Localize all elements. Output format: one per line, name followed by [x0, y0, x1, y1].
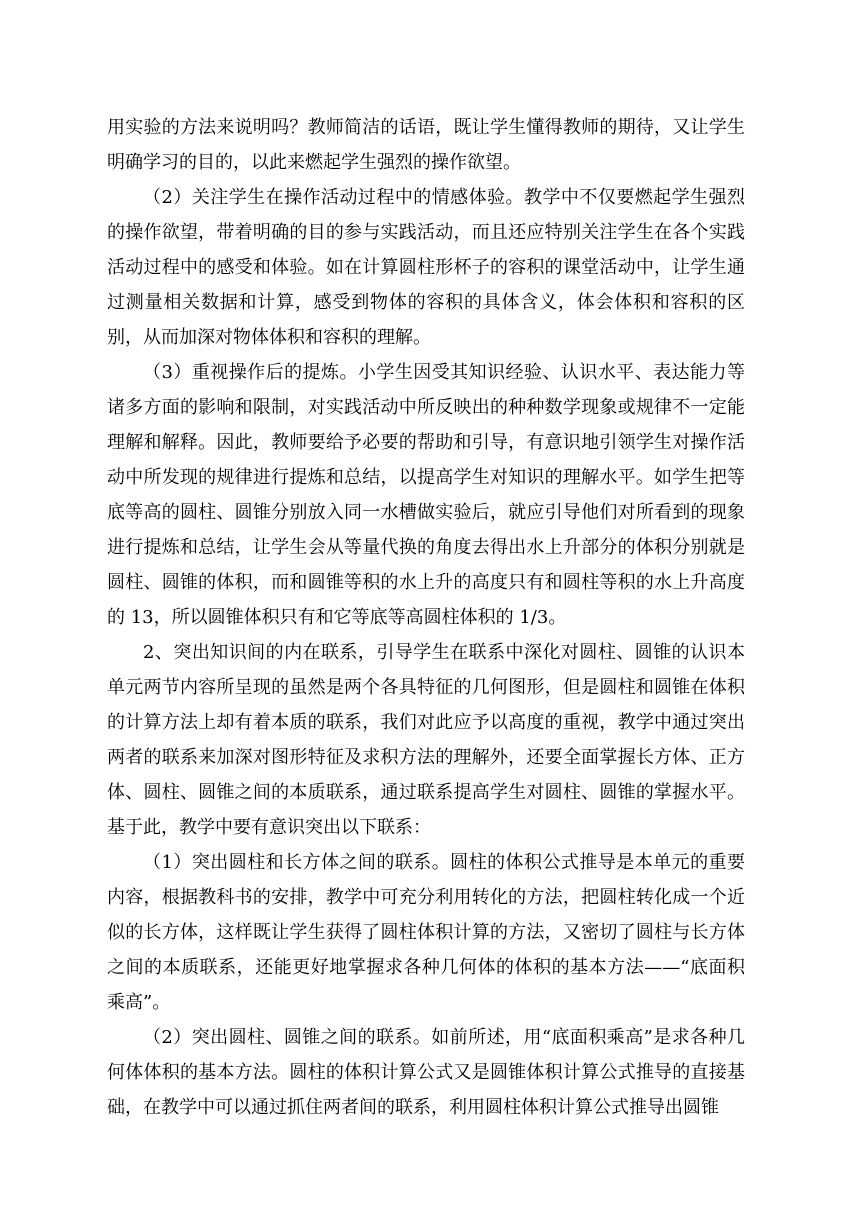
paragraph: （3）重视操作后的提炼。小学生因受其知识经验、认识水平、表达能力等诸多方面的影响和限制，对实践活动中所反映出的种种数学现象或规律不一定能理解和解释。因此，教师要给予必要的帮助和引导，有意识地引领学生对操作活动中所发现的规律进行提炼和总结，以提高学生对知识的理解水平。如学生把等底等高的圆柱、圆锥分别放入同一水槽做实验后，就应引导他们对所看到的现象进行提炼和总结，让学生会从等量代换的角度去得出水上升部分的体积分别就是圆柱、圆锥的体积，而和圆锥等积的水上升的高度只有和圆柱等积的水上升高度的 13，所以圆锥体积只有和它等底等高圆柱体积的 1/3。 — [107, 362, 745, 628]
paragraph: 2、突出知识间的内在联系，引导学生在联系中深化对圆柱、圆锥的认识本单元两节内容所呈现的虽然是两个各具特征的几何图形，但是圆柱和圆锥在体积的计算方法上却有着本质的联系，我们对此应予以高度的重视，教学中通过突出两者的联系来加深对图形特征及求积方法的理解外，还要全面掌握长方体、正方体、圆柱、圆锥之间的本质联系，通过联系提高学生对圆柱、圆锥的掌握水平。基于此，教学中要有意识突出以下联系： — [107, 642, 745, 838]
paragraph: （2）关注学生在操作活动过程中的情感体验。教学中不仅要燃起学生强烈的操作欲望，带着明确的目的参与实践活动，而且还应特别关注学生在各个实践活动过程中的感受和体验。如在计算圆柱形杯子的容积的课堂活动中，让学生通过测量相关数据和计算，感受到物体的容积的具体含义，体会体积和容积的区别，从而加深对物体体积和容积的理解。 — [107, 187, 745, 348]
paragraph: （1）突出圆柱和长方体之间的联系。圆柱的体积公式推导是本单元的重要内容，根据教科书的安排，教学中可充分利用转化的方法，把圆柱转化成一个近似的长方体，这样既让学生获得了圆柱体积计算的方法，又密切了圆柱与长方体之间的本质联系，还能更好地掌握求各种几何体的体积的基本方法——“底面积乘高”。 — [107, 852, 745, 1013]
paragraph: （2）突出圆柱、圆锥之间的联系。如前所述，用“底面积乘高”是求各种几何体体积的基本方法。圆柱的体积计算公式又是圆锥体积计算公式推导的直接基础，在教学中可以通过抓住两者间的联系，利用圆柱体积计算公式推导出圆锥 — [107, 1027, 745, 1118]
paragraph: 用实验的方法来说明吗？教师简洁的话语，既让学生懂得教师的期待，又让学生明确学习的目的，以此来燃起学生强烈的操作欲望。 — [107, 117, 745, 173]
document-body — [107, 110, 745, 1125]
